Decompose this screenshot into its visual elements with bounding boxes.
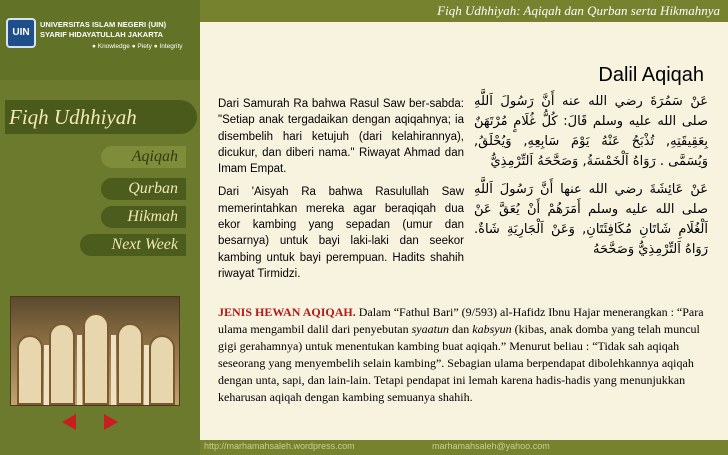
app-title: Fiqh Udhhiyah bbox=[5, 100, 197, 134]
hadith-translation-aisyah: Dari 'Aisyah Ra bahwa Rasulullah Saw memerintahkan mereka agar beraqiqah dua ekor kambing yang sepadan (umur dan besarnya) untuk bayi laki-laki dan seekor kambing untuk bayi perempuan. Hadits shahih riwayat Tirmidzi. bbox=[218, 186, 464, 280]
triangle-left-icon[interactable] bbox=[62, 414, 76, 430]
university-tagline: ● Knowledge ● Piety ● Integrity bbox=[92, 43, 183, 50]
jenis-hewan-aqiqah-paragraph bbox=[218, 304, 708, 406]
jenis-text-and: dan bbox=[448, 322, 473, 336]
term-syaatun: syaatun bbox=[411, 322, 449, 336]
hadith-arabic-column bbox=[474, 92, 708, 268]
mosque-interior-photo bbox=[10, 296, 180, 406]
nav-item-next-week[interactable]: Next Week bbox=[80, 234, 186, 256]
top-bar bbox=[200, 0, 728, 22]
slide-navigation bbox=[58, 414, 128, 436]
nav-item-aqiqah[interactable]: Aqiqah bbox=[101, 146, 186, 168]
nav-item-qurban[interactable]: Qurban bbox=[101, 178, 186, 200]
university-logo-area bbox=[0, 0, 200, 80]
page-title: Dalil Aqiqah bbox=[598, 64, 704, 86]
hadith-arabic-aisyah: عَنْ عَائِشَةَ رضي الله عنها أَنَّ رَسُولَ اَللَّهِ صلى الله عليه وسلم أَمَرَهُمْ أَنْ يُعَقَّ عَنْ اَلْغُلَامِ شَاتَانِ مُكَافِئَتَانِ, وَعَنْ اَلْجَارِيَةِ شَاةٌ. رَوَاهُ اَلتِّرْمِذِيُّ وَصَحَّحَهُ bbox=[474, 182, 708, 257]
presentation-title: Fiqh Udhhiyah: Aqiqah dan Qurban serta Hikmahnya bbox=[437, 3, 720, 18]
section-lead: JENIS HEWAN AQIQAH. bbox=[218, 305, 356, 319]
hadith-arabic-samurah: عَنْ سَمُرَةَ رضي الله عنه أَنَّ رَسُولَ اَللَّهِ صلى الله عليه وسلم قَالَ: كُلُّ غُلَامٍ مُرْتَهَنٌ بِعَقِيقَتِهِ, تُذْبَحُ عَنْهُ يَوْمَ سَابِعِهِ, وَيُحْلَقُ, وَيُسَمَّى . رَوَاهُ اَلْخَمْسَةُ, وَصَحَّحَهُ اَلتِّرْمِذِيُّ bbox=[474, 94, 708, 169]
university-logo-icon: UIN bbox=[6, 18, 36, 48]
term-kabsyun: kabsyun bbox=[472, 322, 512, 336]
footer-bar bbox=[200, 440, 728, 455]
nav-item-hikmah[interactable]: Hikmah bbox=[101, 206, 186, 228]
sidebar bbox=[0, 0, 200, 455]
jenis-text-part1: Dalam “Fathul Bari” (9/593) al-Hafidz Ibnu Hajar menerangkan : “Para ulama mengambil dalil dari penyebutan bbox=[218, 305, 704, 336]
jenis-text-part2: (kibas, anak domba yang telah muncul gigi gerahamnya) untuk menentukan kambing buat aqiqah.” Menurut beliau : “Tidak sah aqiqah seseorang yang menyembelih selain kambing”. Sebagian ulama berpendapat dibolehkannya aqiqah dengan unta, sapi, dan lain-lain. Tetapi pendapat ini lemah karena hadis-hadis yang menunjukkan keharusan aqiqah dengan kambing semuanya shahih. bbox=[218, 322, 700, 404]
footer-blog-link[interactable]: http://marhamahsaleh.wordpress.com bbox=[204, 441, 355, 451]
university-name-line2: SYARIF HIDAYATULLAH JAKARTA bbox=[40, 30, 164, 39]
hadith-translation-samurah: Dari Samurah Ra bahwa Rasul Saw ber-sabda: "Setiap anak tergadaikan dengan aqiqahnya; ia disembelih hari ketujuh (dari kelahirannya), dicukur, dan diberi nama." Riwayat Ahmad dan Imam Empat. bbox=[218, 98, 464, 176]
university-name-line1: UNIVERSITAS ISLAM NEGERI (UIN) bbox=[40, 20, 167, 29]
hadith-translation-column bbox=[218, 96, 464, 289]
triangle-right-icon[interactable] bbox=[104, 414, 118, 430]
footer-email-link[interactable]: marhamahsaleh@yahoo.com bbox=[432, 441, 550, 451]
